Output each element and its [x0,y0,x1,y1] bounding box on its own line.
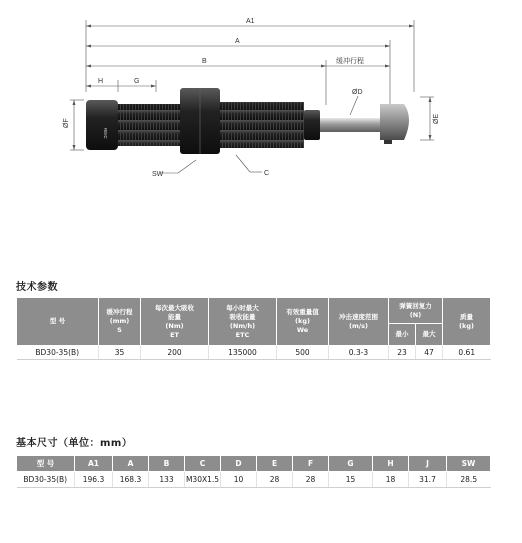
dim-header-a1: A1 [75,456,113,472]
cell-effective-weight: 500 [277,346,329,360]
dim-cell-a1: 196.3 [75,472,113,488]
cell-mass: 0.61 [443,346,491,360]
dim-cell-g: 15 [329,472,373,488]
header-stroke: 缓冲行程 (mm) S [99,298,141,346]
dim-cell-h: 18 [373,472,409,488]
dim-header-g: G [329,456,373,472]
dim-header-a: A [113,456,149,472]
dim-label-phi-d: ØD [352,89,363,96]
cell-model: BD30-35(B) [17,346,99,360]
cell-speed-range: 0.3-3 [329,346,389,360]
cell-spring-min: 23 [389,346,416,360]
header-max-hourly-energy: 每小时最大 吸收能量 (Nm/h) ETC [209,298,277,346]
dim-label-c: C [264,170,270,177]
header-max-energy: 每次最大吸收 能量 (Nm) ET [141,298,209,346]
dimensions-title: 基本尺寸（单位：mm） [16,438,133,449]
dim-header-sw: SW [447,456,491,472]
shock-absorber-drawing [0,0,522,200]
dim-cell-e: 28 [257,472,293,488]
dim-header-model: 型 号 [17,456,75,472]
table-row [17,346,491,360]
header-spring-min: 最小 [389,324,416,346]
cell-stroke: 35 [99,346,141,360]
table-row [17,472,491,488]
dim-header-b: B [149,456,185,472]
header-model: 型 号 [17,298,99,346]
dimensions-table [16,455,491,488]
dim-label-sw: SW [152,171,164,178]
dim-header-c: C [185,456,221,472]
dim-label-stroke: 缓冲行程 [336,58,364,65]
dim-cell-c: M30X1.5 [185,472,221,488]
dim-label-g: G [134,78,140,85]
shock-absorber-body [86,88,409,154]
cell-max-hourly: 135000 [209,346,277,360]
dim-header-d: D [221,456,257,472]
tech-params-title: 技术参数 [16,282,58,293]
dim-header-e: E [257,456,293,472]
dim-cell-a: 168.3 [113,472,149,488]
dim-label-phi-f: ØF [63,118,70,128]
dim-cell-sw: 28.5 [447,472,491,488]
brand-logo: REIC [103,128,108,139]
dim-header-h: H [373,456,409,472]
dim-cell-d: 10 [221,472,257,488]
header-speed-range: 冲击速度范围 (m/s) [329,298,389,346]
header-effective-weight: 有效重量值 (kg) We [277,298,329,346]
dim-header-f: F [293,456,329,472]
header-mass: 质量 (kg) [443,298,491,346]
dim-header-j: J [409,456,447,472]
header-spring-max: 最大 [416,324,443,346]
dim-label-a1: A1 [246,18,255,25]
dim-cell-model: BD30-35(B) [17,472,75,488]
cell-spring-max: 47 [416,346,443,360]
header-spring-force: 弹簧回复力 (N) [389,298,443,324]
dim-cell-b: 133 [149,472,185,488]
dim-cell-j: 31.7 [409,472,447,488]
cell-max-energy: 200 [141,346,209,360]
dim-label-a: A [235,38,240,45]
dimension-lines [70,20,434,173]
dim-label-h: H [98,78,104,85]
dim-cell-f: 28 [293,472,329,488]
dim-label-b: B [202,58,207,65]
tech-params-table [16,297,491,360]
dim-label-phi-e: ØE [433,113,440,124]
